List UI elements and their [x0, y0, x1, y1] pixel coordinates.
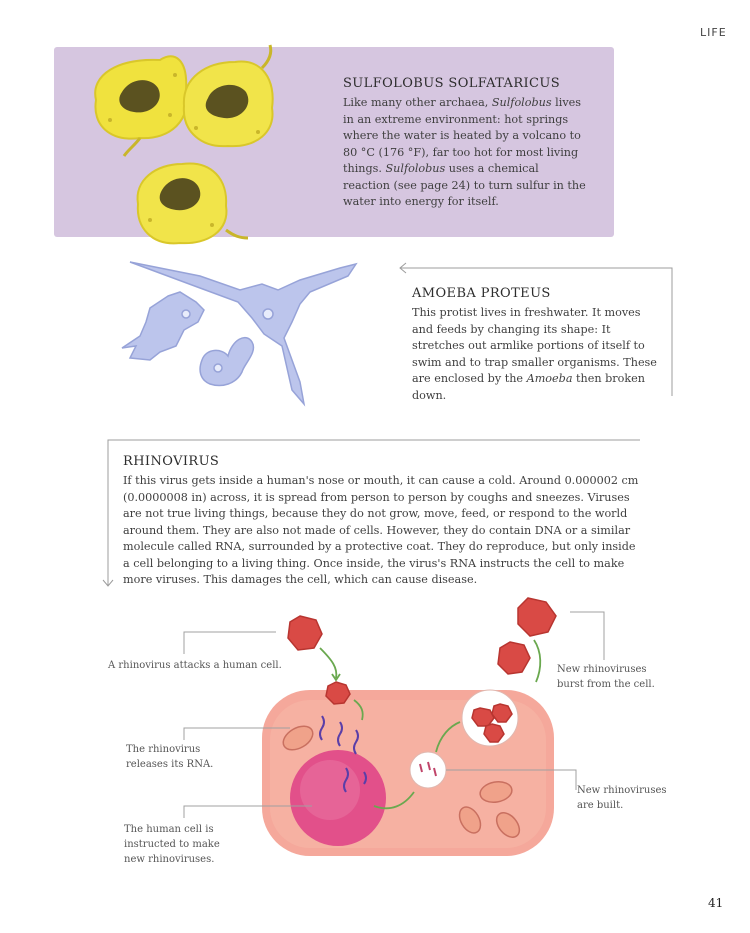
- amoeba-cluster: [200, 338, 253, 386]
- amoeba-illustration: [122, 262, 356, 404]
- callout-attack: A rhinovirus attacks a human cell.: [108, 660, 282, 671]
- amoeba-small: [122, 292, 204, 360]
- vesicle-building: [410, 752, 446, 788]
- sulfolobus-body: Like many other archaea, Sulfolobus lives in an extreme environment: hot springs where the water is heated by a volcano to 80 °C (176 °F), far too hot for most living things. Sulfolobus uses a chemical reaction (see page 24) to turn sulfur in the water into energy for itself.: [343, 96, 586, 208]
- sulfolobus-cell-3: [138, 163, 248, 243]
- rhinovirus-diagram: [184, 598, 604, 856]
- rhinovirus-body: If this virus gets inside a human's nose or mouth, it can cause a cold. Around 0.000002 cm (0.0000008 in) across, it is spread from person to person by coughs and sneezes. Viruses are not true living things, because they do not grow, move, feed, or respond to the world around them. They are also not made of cells. However, they do contain DNA or a similar molecule called RNA, surrounded by a protective coat. They do reproduce, but only inside a cell belonging to a living thing. Once inside, the virus's RNA instructs the cell to make more viruses. This damages the cell, which can cause disease.: [123, 474, 639, 586]
- sulfolobus-title: SULFOLOBUS SOLFATARICUS: [343, 76, 561, 91]
- amoeba-body: This protist lives in freshwater. It moves and feeds by changing its shape: It stretches out armlike portions of itself to swim and to trap smaller organisms. These are enclosed by the Amoeba then broken down.: [412, 306, 657, 402]
- running-head: LIFE: [700, 26, 727, 39]
- sulfolobus-section: [343, 76, 588, 211]
- callout-instructed: The human cell is instructed to make new rhinoviruses.: [124, 824, 220, 865]
- callout-built: New rhinoviruses are built.: [577, 785, 667, 811]
- sulfolobus-cell-1: [95, 56, 187, 156]
- sulfolobus-cell-2: [184, 45, 273, 146]
- page-number: 41: [708, 896, 724, 910]
- callout-burst: New rhinoviruses burst from the cell.: [557, 664, 655, 690]
- amoeba-title: AMOEBA PROTEUS: [412, 286, 551, 301]
- sulfolobus-illustration: [95, 45, 272, 243]
- rhinovirus-section: [123, 454, 643, 589]
- amoeba-section: [412, 286, 662, 404]
- rhinovirus-title: RHINOVIRUS: [123, 454, 220, 469]
- callout-releases: The rhinovirus releases its RNA.: [126, 744, 214, 770]
